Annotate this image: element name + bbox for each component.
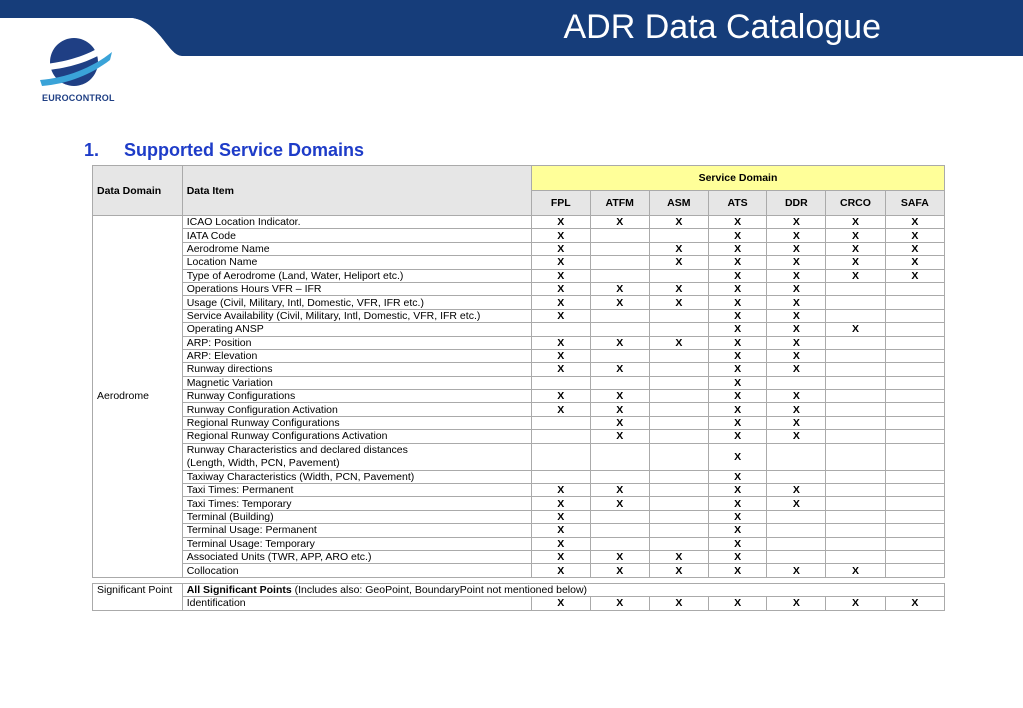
logo-text: EUROCONTROL [42,93,115,103]
support-mark-cell: X [649,564,708,577]
support-mark-cell [885,403,944,416]
support-mark-cell [885,416,944,429]
data-item-label: Type of Aerodrome (Land, Water, Heliport etc.) [186,269,404,282]
table-row [93,349,945,362]
support-mark-cell: X [826,229,885,242]
section-heading [84,140,364,161]
support-mark-cell [826,484,885,497]
support-mark-cell [590,323,649,336]
service-column-header: SAFA [885,191,944,216]
support-mark-cell: X [767,282,826,295]
support-mark-cell: X [531,242,590,255]
support-mark-cell [531,430,590,443]
table-row [93,242,945,255]
service-column-header: ASM [649,191,708,216]
data-item-cell [182,323,531,336]
data-item-cell [182,390,531,403]
support-mark-cell [826,550,885,563]
table-row [93,363,945,376]
table-row [93,564,945,577]
support-mark-cell: X [649,336,708,349]
support-mark-cell: X [826,216,885,229]
support-mark-cell: X [708,309,767,322]
table-row [93,497,945,510]
support-mark-cell [590,537,649,550]
support-mark-cell: X [649,256,708,269]
support-mark-cell [826,470,885,483]
support-mark-cell: X [826,323,885,336]
support-mark-cell [885,510,944,523]
support-mark-cell [826,443,885,470]
table-row [93,323,945,336]
support-mark-cell: X [708,430,767,443]
data-item-cell [182,216,531,229]
support-mark-cell [885,484,944,497]
data-item-cell [182,229,531,242]
table-row [93,216,945,229]
table-row [93,403,945,416]
support-mark-cell [649,537,708,550]
service-column-header: FPL [531,191,590,216]
support-mark-cell [826,416,885,429]
support-mark-cell: X [590,282,649,295]
support-mark-cell: X [590,484,649,497]
support-mark-cell: X [590,390,649,403]
table-row [93,524,945,537]
support-mark-cell: X [885,216,944,229]
data-item-label: Service Availability (Civil, Military, Intl, Domestic, VFR, IFR etc.) [186,309,481,322]
data-item-label: Regional Runway Configurations Activation [186,430,388,443]
support-mark-cell: X [531,256,590,269]
service-column-header: ATS [708,191,767,216]
support-mark-cell [767,376,826,389]
support-mark-cell: X [767,390,826,403]
support-mark-cell: X [531,349,590,362]
support-mark-cell [649,363,708,376]
support-mark-cell [531,470,590,483]
table-row [93,597,945,610]
support-mark-cell: X [767,336,826,349]
support-mark-cell [826,349,885,362]
support-mark-cell: X [885,597,944,610]
table-row [93,416,945,429]
support-mark-cell: X [708,349,767,362]
data-item-cell [182,363,531,376]
support-mark-cell [885,309,944,322]
service-domain-table [92,165,945,611]
support-mark-cell [649,497,708,510]
support-mark-cell [590,376,649,389]
support-mark-cell: X [708,242,767,255]
group-header-cell [182,583,944,596]
support-mark-cell [826,430,885,443]
support-mark-cell: X [708,403,767,416]
page-title: ADR Data Catalogue [563,8,881,46]
support-mark-cell: X [531,510,590,523]
service-domain-table-container [92,165,945,611]
support-mark-cell: X [826,256,885,269]
support-mark-cell [649,229,708,242]
support-mark-cell [649,484,708,497]
support-mark-cell [885,524,944,537]
support-mark-cell [885,323,944,336]
group-header-bold: All Significant Points [186,583,292,596]
data-item-label: Location Name [186,256,258,269]
support-mark-cell [649,349,708,362]
support-mark-cell [885,282,944,295]
support-mark-cell [885,470,944,483]
support-mark-cell [767,524,826,537]
support-mark-cell [649,510,708,523]
support-mark-cell [649,323,708,336]
support-mark-cell: X [826,597,885,610]
support-mark-cell: X [708,296,767,309]
support-mark-cell: X [649,282,708,295]
data-item-cell [182,269,531,282]
support-mark-cell [590,269,649,282]
support-mark-cell: X [767,229,826,242]
data-item-label: Terminal (Building) [186,511,274,523]
data-item-cell [182,443,531,470]
support-mark-cell [826,524,885,537]
support-mark-cell [826,363,885,376]
support-mark-cell: X [531,550,590,563]
support-mark-cell: X [767,403,826,416]
data-item-cell [182,470,531,483]
service-column-header: ATFM [590,191,649,216]
support-mark-cell [826,403,885,416]
data-item-label: Regional Runway Configurations [186,417,340,430]
data-item-cell [182,484,531,497]
support-mark-cell: X [885,269,944,282]
support-mark-cell [531,323,590,336]
support-mark-cell [590,242,649,255]
support-mark-cell: X [767,256,826,269]
support-mark-cell: X [708,537,767,550]
table-row [93,269,945,282]
support-mark-cell: X [767,497,826,510]
table-row [93,296,945,309]
support-mark-cell: X [531,336,590,349]
support-mark-cell [649,470,708,483]
data-item-label: Associated Units (TWR, APP, ARO etc.) [186,551,372,564]
support-mark-cell: X [708,269,767,282]
table-row [93,229,945,242]
support-mark-cell: X [531,269,590,282]
data-item-cell [182,430,531,443]
support-mark-cell: X [590,564,649,577]
table-body [93,166,945,611]
support-mark-cell: X [885,229,944,242]
data-item-label: IATA Code [186,229,236,242]
support-mark-cell [885,443,944,470]
data-item-cell [182,510,531,523]
support-mark-cell: X [590,430,649,443]
table-row [93,583,945,596]
data-item-cell [182,376,531,389]
data-item-label: Runway Configuration Activation [186,403,338,416]
support-mark-cell: X [590,216,649,229]
support-mark-cell: X [826,564,885,577]
support-mark-cell: X [826,269,885,282]
support-mark-cell [826,390,885,403]
table-row [93,550,945,563]
support-mark-cell: X [531,537,590,550]
support-mark-cell [885,376,944,389]
support-mark-cell [885,363,944,376]
data-item-label: ICAO Location Indicator. [186,216,301,229]
support-mark-cell [649,524,708,537]
support-mark-cell: X [590,416,649,429]
support-mark-cell: X [590,403,649,416]
support-mark-cell: X [531,296,590,309]
support-mark-cell: X [531,484,590,497]
support-mark-cell [885,550,944,563]
data-item-cell [182,349,531,362]
support-mark-cell: X [708,524,767,537]
support-mark-cell [826,537,885,550]
support-mark-cell: X [767,430,826,443]
service-domain-header: Service Domain [531,166,944,191]
support-mark-cell [885,564,944,577]
data-item-cell [182,403,531,416]
support-mark-cell [649,403,708,416]
support-mark-cell: X [708,550,767,563]
support-mark-cell: X [590,336,649,349]
support-mark-cell: X [708,390,767,403]
support-mark-cell [590,229,649,242]
table-row [93,309,945,322]
data-item-label: Runway directions [186,363,273,376]
support-mark-cell [590,470,649,483]
data-item-cell [182,550,531,563]
support-mark-cell [590,510,649,523]
support-mark-cell [885,336,944,349]
table-row [93,282,945,295]
table-row [93,470,945,483]
support-mark-cell [767,537,826,550]
support-mark-cell [826,336,885,349]
support-mark-cell: X [767,363,826,376]
support-mark-cell: X [767,484,826,497]
support-mark-cell: X [649,216,708,229]
support-mark-cell [826,282,885,295]
support-mark-cell [531,443,590,470]
support-mark-cell: X [531,363,590,376]
support-mark-cell: X [531,309,590,322]
data-item-label: Taxi Times: Temporary [186,497,292,510]
data-item-cell [182,242,531,255]
support-mark-cell: X [767,296,826,309]
support-mark-cell [885,349,944,362]
table-row [93,390,945,403]
header-row [93,166,945,191]
table-row [93,336,945,349]
data-item-label: Runway Configurations [186,390,296,403]
support-mark-cell: X [708,376,767,389]
support-mark-cell: X [649,550,708,563]
support-mark-cell: X [590,597,649,610]
support-mark-cell [767,550,826,563]
table-row [93,510,945,523]
data-item-label: Operations Hours VFR – IFR [186,283,322,296]
support-mark-cell: X [767,216,826,229]
support-mark-cell [531,416,590,429]
support-mark-cell: X [885,242,944,255]
support-mark-cell [885,537,944,550]
support-mark-cell: X [708,484,767,497]
data-item-label: Aerodrome Name [186,242,270,255]
support-mark-cell [649,443,708,470]
support-mark-cell: X [767,597,826,610]
data-item-label: Usage (Civil, Military, Intl, Domestic, VFR, IFR etc.) [186,296,424,309]
data-item-cell [182,524,531,537]
support-mark-cell: X [708,256,767,269]
support-mark-cell: X [708,510,767,523]
support-mark-cell [885,390,944,403]
support-mark-cell [590,309,649,322]
support-mark-cell: X [531,216,590,229]
data-item-cell [182,336,531,349]
support-mark-cell: X [708,470,767,483]
support-mark-cell [649,390,708,403]
support-mark-cell: X [885,256,944,269]
support-mark-cell: X [708,597,767,610]
support-mark-cell [649,376,708,389]
data-item-cell [182,256,531,269]
support-mark-cell [649,430,708,443]
table-row [93,537,945,550]
support-mark-cell [885,296,944,309]
support-mark-cell: X [590,550,649,563]
support-mark-cell [826,376,885,389]
support-mark-cell: X [708,416,767,429]
data-item-cell: Identification [182,597,531,610]
support-mark-cell: X [767,323,826,336]
data-item-label: Taxi Times: Permanent [186,484,294,497]
support-mark-cell: X [531,390,590,403]
support-mark-cell [590,349,649,362]
support-mark-cell: X [531,497,590,510]
data-item-label: ARP: Position [186,336,252,349]
support-mark-cell [649,269,708,282]
table-row [93,443,945,470]
support-mark-cell: X [767,349,826,362]
support-mark-cell: X [531,282,590,295]
data-item-label: Collocation [186,564,239,577]
support-mark-cell: X [767,564,826,577]
support-mark-cell [767,470,826,483]
support-mark-cell [590,443,649,470]
data-item-cell [182,309,531,322]
data-item-cell [182,416,531,429]
support-mark-cell [590,524,649,537]
support-mark-cell: X [767,309,826,322]
support-mark-cell: X [708,282,767,295]
data-item-cell [182,537,531,550]
support-mark-cell: X [708,336,767,349]
data-item-label-line2: (Length, Width, PCN, Pavement) [186,456,340,469]
support-mark-cell [767,510,826,523]
support-mark-cell: X [590,497,649,510]
support-mark-cell: X [767,242,826,255]
support-mark-cell [826,510,885,523]
service-column-header: DDR [767,191,826,216]
support-mark-cell: X [708,443,767,470]
support-mark-cell [649,309,708,322]
data-item-label: Magnetic Variation [186,376,273,389]
group-header-note: (Includes also: GeoPoint, BoundaryPoint not mentioned below) [291,583,588,596]
support-mark-cell: X [531,229,590,242]
data-item-cell [182,282,531,295]
support-mark-cell: X [649,597,708,610]
support-mark-cell: X [590,296,649,309]
support-mark-cell: X [649,296,708,309]
data-domain-header: Data Domain [93,166,183,216]
support-mark-cell [826,309,885,322]
support-mark-cell: X [531,403,590,416]
data-item-cell [182,564,531,577]
support-mark-cell: X [590,363,649,376]
support-mark-cell [590,256,649,269]
support-mark-cell: X [531,524,590,537]
support-mark-cell: X [708,229,767,242]
support-mark-cell [826,497,885,510]
section-number: 1. [84,140,100,160]
data-item-label: Terminal Usage: Temporary [186,537,315,550]
data-item-label: Operating ANSP [186,323,264,336]
support-mark-cell: X [708,564,767,577]
support-mark-cell: X [708,323,767,336]
table-row [93,256,945,269]
data-domain-cell: Aerodrome [93,216,183,578]
data-item-header: Data Item [182,166,531,216]
data-item-label: Taxiway Characteristics (Width, PCN, Pavement) [186,470,415,483]
support-mark-cell: X [826,242,885,255]
support-mark-cell: X [708,497,767,510]
support-mark-cell [531,376,590,389]
support-mark-cell [826,296,885,309]
support-mark-cell [767,443,826,470]
service-column-header: CRCO [826,191,885,216]
support-mark-cell: X [767,416,826,429]
table-row [93,484,945,497]
support-mark-cell: X [708,216,767,229]
table-row [93,430,945,443]
data-item-cell [182,296,531,309]
support-mark-cell: X [649,242,708,255]
data-domain-cell: Significant Point [93,583,183,610]
section-title: Supported Service Domains [124,140,365,160]
support-mark-cell [649,416,708,429]
support-mark-cell [885,497,944,510]
data-item-label: ARP: Elevation [186,350,258,363]
support-mark-cell: X [531,597,590,610]
data-item-cell [182,497,531,510]
data-item-label: Terminal Usage: Permanent [186,524,317,537]
support-mark-cell [885,430,944,443]
support-mark-cell: X [767,269,826,282]
data-item-label: Runway Characteristics and declared distances [186,443,408,456]
table-row [93,376,945,389]
support-mark-cell: X [531,564,590,577]
support-mark-cell: X [708,363,767,376]
